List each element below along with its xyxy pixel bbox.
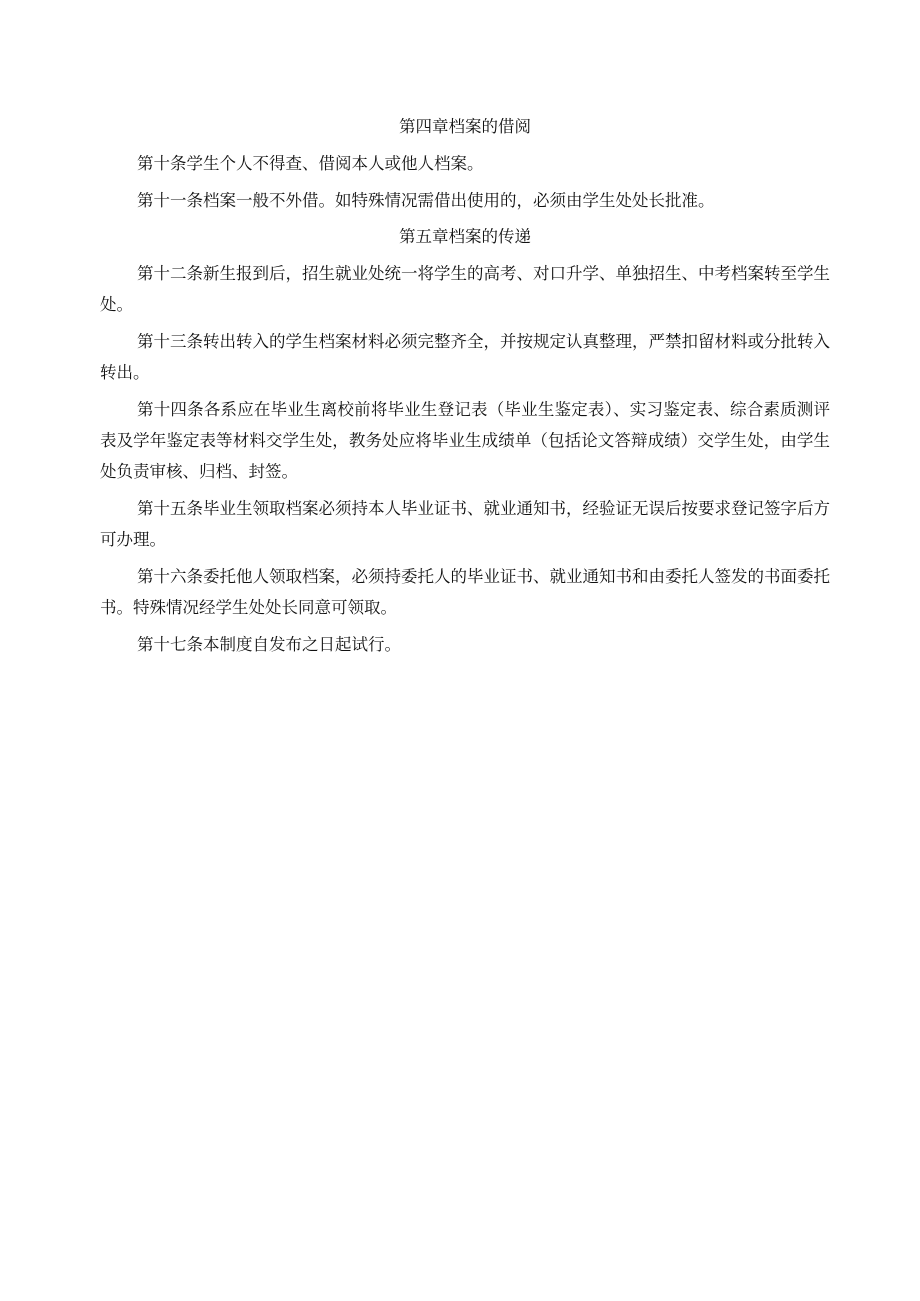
chapter-5-title: 第五章档案的传递 xyxy=(399,227,531,246)
article-12: 第十二条新生报到后，招生就业处统一将学生的高考、对口升学、单独招生、中考档案转至学生处。 xyxy=(100,264,830,314)
article-10: 第十条学生个人不得查、借阅本人或他人档案。 xyxy=(137,154,484,173)
article-15: 第十五条毕业生领取档案必须持本人毕业证书、就业通知书，经验证无误后按要求登记签字后方可办理。 xyxy=(100,499,830,549)
document-body xyxy=(100,112,830,666)
article-13: 第十三条转出转入的学生档案材料必须完整齐全，并按规定认真整理，严禁扣留材料或分批转入转出。 xyxy=(100,332,830,382)
article-14: 第十四条各系应在毕业生离校前将毕业生登记表（毕业生鉴定表）、实习鉴定表、综合素质测评表及学年鉴定表等材料交学生处，教务处应将毕业生成绩单（包括论文答辩成绩）交学生处，由学生处负责审核、归档、封签。 xyxy=(100,400,830,481)
article-17: 第十七条本制度自发布之日起试行。 xyxy=(137,635,401,654)
article-11: 第十一条档案一般不外借。如特殊情况需借出使用的，必须由学生处处长批准。 xyxy=(137,191,715,210)
chapter-4-title: 第四章档案的借阅 xyxy=(399,117,531,136)
article-16: 第十六条委托他人领取档案，必须持委托人的毕业证书、就业通知书和由委托人签发的书面委托书。特殊情况经学生处处长同意可领取。 xyxy=(100,567,830,617)
